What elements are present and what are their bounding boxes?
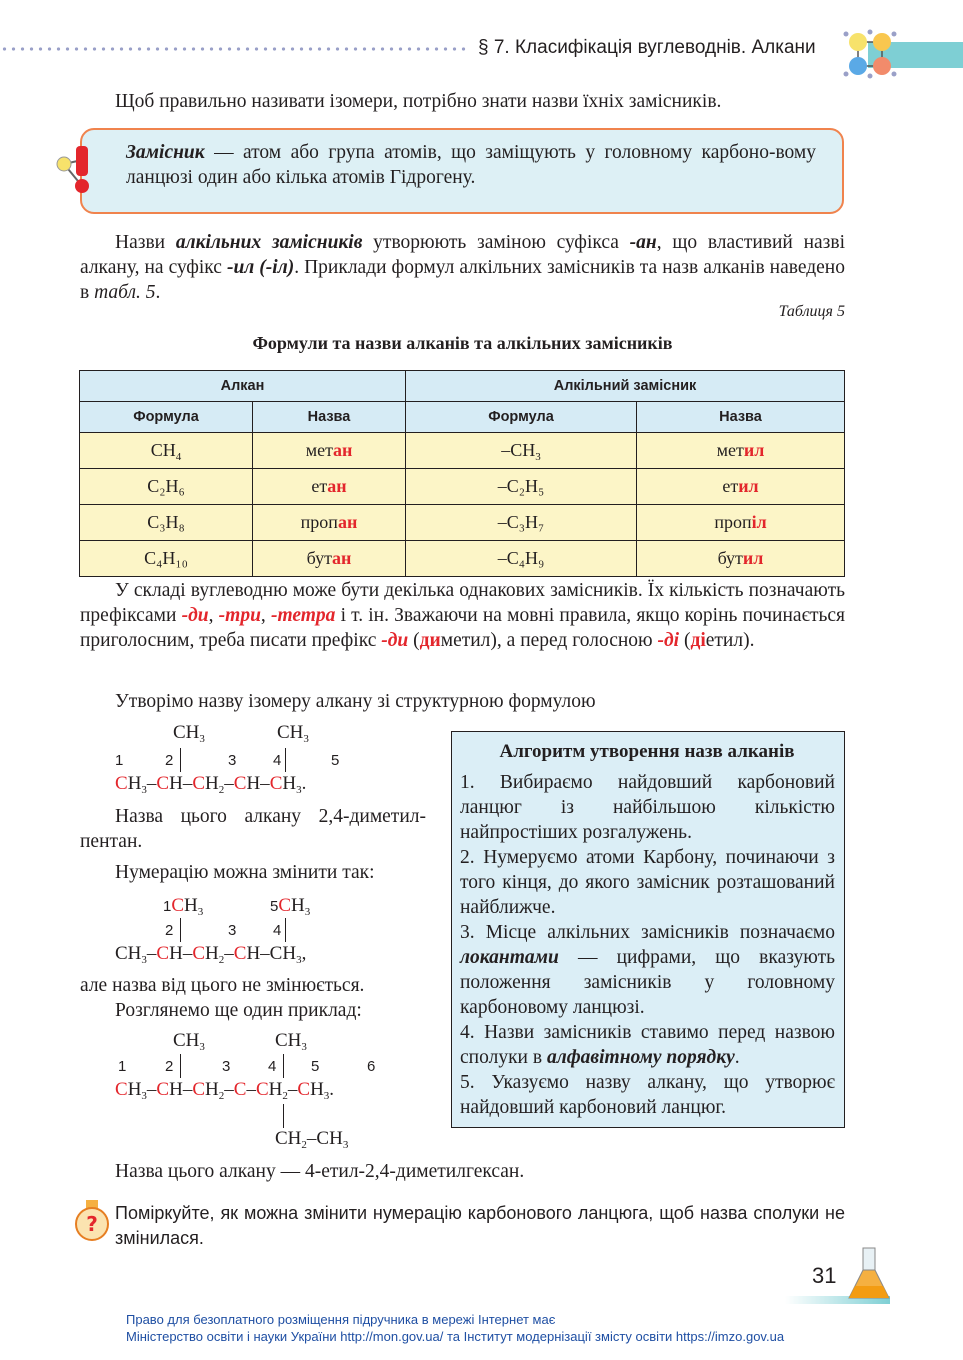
formula2-ch3-a: $1CH_3$	[163, 895, 204, 918]
nochange-text: але назва від цього не змінюється.	[80, 975, 365, 996]
algorithm-title: Алгоритм утворення назв алканів	[499, 741, 795, 762]
table-row: C₃H₈ пропан –C₃H₇ пропіл	[80, 505, 845, 541]
table-row: C₄H₁₀ бутан –C₄H₉ бутил	[80, 541, 845, 577]
name-4-ethyl-2-4-dimethylhexane: Назва цього алкану — 4-етил-2,4-диметилгексан.	[115, 1161, 525, 1182]
definition-text: Замісник — атом або група атомів, що заміщують у головному карбоно-вому ланцюзі один або кілька атомів Гідрогену.	[126, 142, 816, 188]
col-formula: Формула	[80, 402, 253, 433]
formula3-ch3-b: $CH_3$	[275, 1030, 307, 1053]
header-alkane: Алкан	[80, 371, 406, 402]
footer-line-2: Міністерство освіти і науки України http://mon.gov.ua/ та Інститут модернізації змісту освіти https://imzo.gov.ua	[126, 1329, 785, 1344]
locant: 4	[268, 1058, 277, 1075]
algorithm-step-1: 1. Вибираємо найдовший карбоновий ланцюг із найбільшою кількістю найпростіших розгалужень.	[460, 772, 835, 843]
formula3-ethyl: $CH_2-CH_3$	[275, 1128, 349, 1151]
formula3-ch3-a: $CH_3$	[173, 1030, 205, 1053]
locant: 4	[273, 922, 282, 939]
header-alkyl: Алкільний замісник	[406, 371, 845, 402]
intro-text: Щоб правильно називати ізомери, потрібно знати назви їхніх замісників.	[115, 91, 722, 112]
alkane-table	[79, 370, 845, 577]
table-caption: Формули та назви алканів та алкільних замісників	[252, 333, 673, 353]
locant: 2	[165, 1058, 174, 1075]
locant: 2	[165, 922, 174, 939]
question-text: Поміркуйте, як можна змінити нумерацію карбонового ланцюга, щоб назва сполуки не змінилася.	[115, 1203, 845, 1248]
isomer-intro: Утворімо назву ізомеру алкану зі структурною формулою	[115, 691, 596, 712]
algorithm-step-3: 3. Місце алкільних замісників позначаємо локантами — цифрами, що вказують положення замісників у головному карбоновому ланцюзі.	[460, 922, 835, 1018]
table-row: C₂H₆ етан –C₂H₅ етил	[80, 469, 845, 505]
locant: 4	[273, 752, 282, 769]
locant: 1	[115, 752, 124, 769]
col-formula: Формула	[406, 402, 637, 433]
svg-text:?: ?	[86, 1212, 98, 1236]
locant: 2	[165, 752, 174, 769]
locant: 1	[118, 1058, 127, 1075]
algorithm-step-2: 2. Нумеруємо атоми Карбону, починаючи з того кінця, до якого замісник розташований найближче.	[460, 847, 835, 918]
flask-icon	[845, 1246, 893, 1302]
locant: 3	[228, 922, 237, 939]
page-number: 31	[812, 1263, 837, 1288]
another-example-text: Розглянемо ще один приклад:	[115, 1000, 362, 1021]
name-2-4-dimethylpentane: Назва цього алкану 2,4-диметил-пентан.	[80, 806, 426, 852]
formula3-chain: $CH_3-CH-CH_2-C-CH_2-CH_3$.	[115, 1079, 335, 1102]
section-title: § 7. Класифікація вуглеводнів. Алкани	[478, 37, 816, 58]
renumber-text: Нумерацію можна змінити так:	[115, 862, 375, 883]
footer-line-1: Право для безоплатного розміщення підручника в мережі Інтернет має	[126, 1312, 556, 1327]
locant: 5	[311, 1058, 320, 1075]
locant: 6	[367, 1058, 376, 1075]
table-label: Таблиця 5	[778, 303, 845, 320]
molecule-icon	[840, 28, 900, 80]
col-name: Назва	[253, 402, 406, 433]
locant: 3	[228, 752, 237, 769]
algorithm-steps	[460, 770, 835, 1120]
formula1-ch3-b: $CH_3$	[277, 722, 309, 745]
table-row: $CH_4$ метан $-CH_3$ метил	[80, 433, 845, 469]
formula2-ch3-b: $5CH_3$	[270, 895, 311, 918]
paragraph-alkyl: Назви алкільних замісників утворюють заміною суфікса -ан, що властивий назві алкану, на суфікс -ил (-іл). Приклади формул алкільних замісників та назв алканів наведено в табл. 5.	[80, 232, 846, 303]
question-flask-icon	[72, 1198, 112, 1244]
formula1-ch3-a: $CH_3$	[173, 722, 205, 745]
formula1-chain: $CH_3-CH-CH_2-CH-CH_3$.	[115, 773, 307, 796]
formula2-chain: $CH_3-CH-CH_2-CH-CH_3$,	[115, 943, 307, 966]
locant: 5	[331, 752, 340, 769]
col-name: Назва	[637, 402, 845, 433]
algorithm-step-4: 4. Назви замісників ставимо перед назвою сполуки в алфавітному порядку.	[460, 1022, 835, 1068]
locant: 3	[222, 1058, 231, 1075]
algorithm-step-5: 5. Указуємо назву алкану, що утворює найдовший карбоновий ланцюг.	[460, 1072, 835, 1118]
exclamation-icon	[52, 142, 104, 198]
definition-term: Замісник	[126, 142, 205, 163]
header-dots	[0, 46, 470, 52]
paragraph-prefixes: У складі вуглеводню може бути декілька однакових замісників. Їх кількість позначають префіксами -ди, -три, -тетра і т. ін. Зважаючи на мовні правила, якщо корінь починається приголосним, треба писати префікс -ди (диметил), а перед голосною -ді (діетил).	[80, 580, 845, 651]
